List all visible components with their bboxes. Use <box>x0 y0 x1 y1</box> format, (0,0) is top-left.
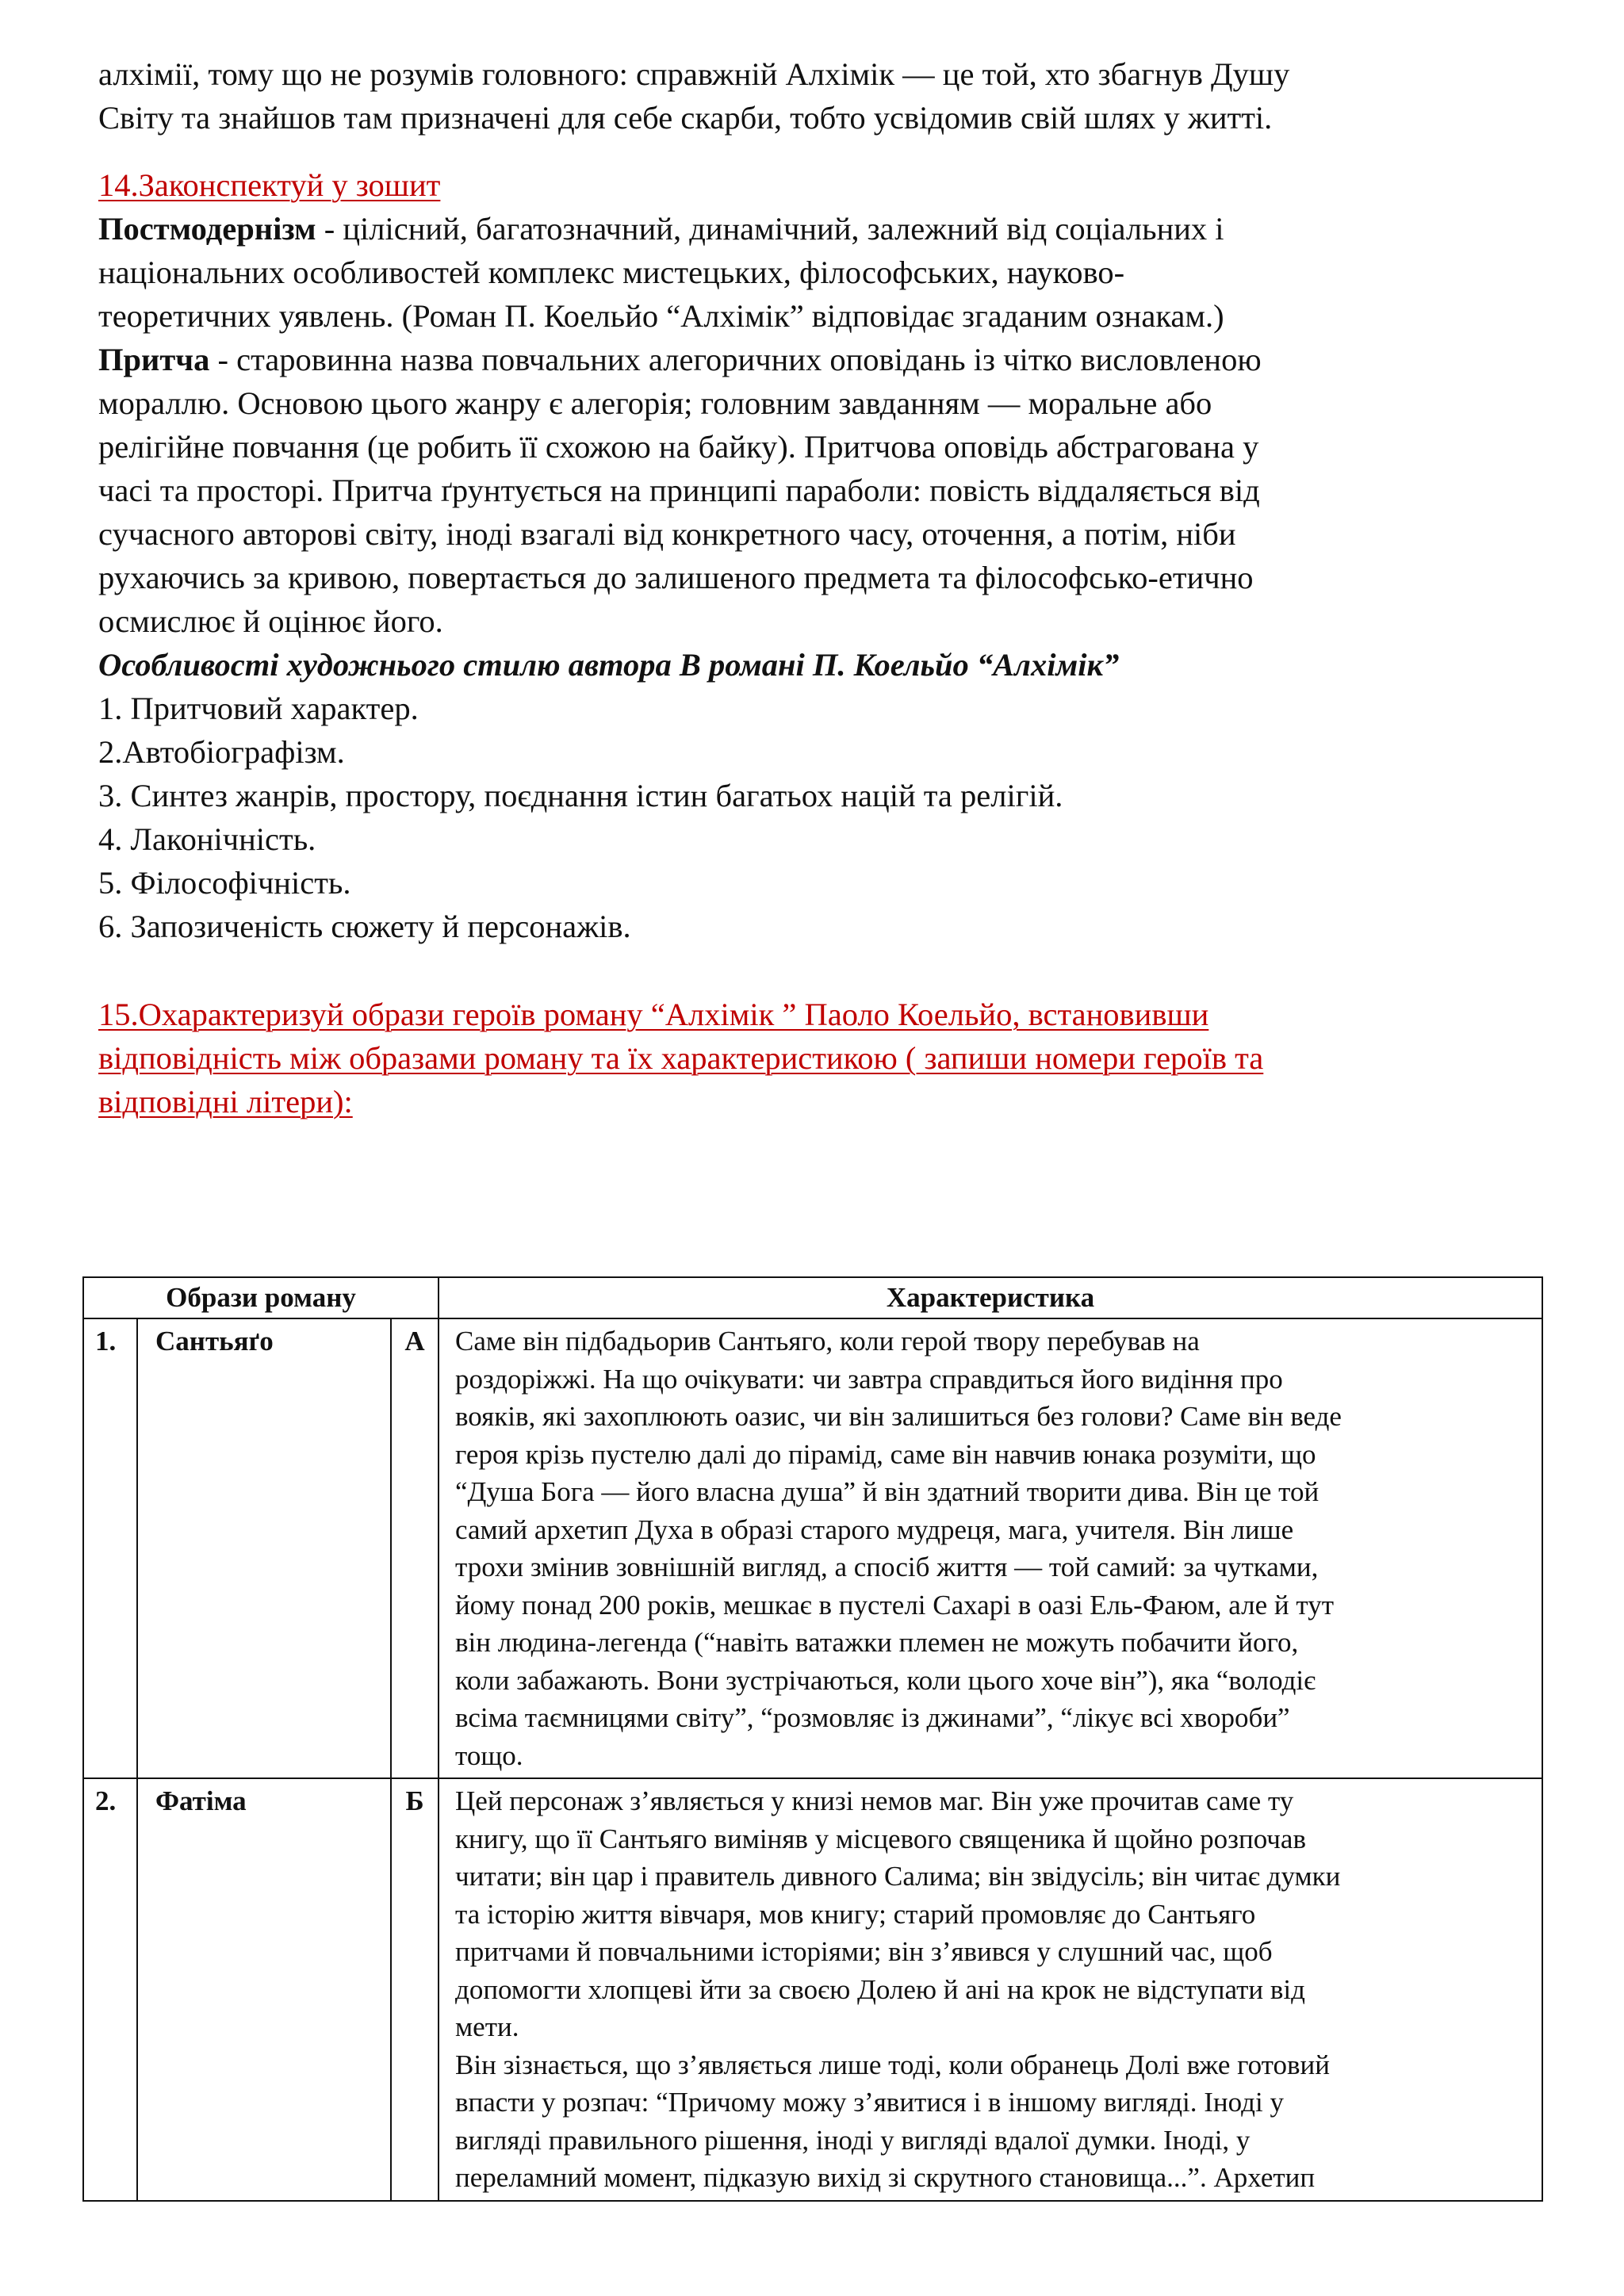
row-letter: Б <box>391 1778 439 2201</box>
row-number: 1. <box>83 1318 137 1778</box>
parable-text: рухаючись за кривою, повертається до залишеного предмета та філософсько-етично <box>98 560 1254 595</box>
intro-line: Світу та знайшов там призначені для себе скарби, тобто усвідомив свій шлях у житті. <box>98 100 1273 136</box>
parable-text: сучасного авторові світу, іноді взагалі від конкретного часу, оточення, а потім, ніби <box>98 516 1236 552</box>
characteristic-line: допомогти хлопцеві йти за своєю Долею й ані на крок не відступати від <box>455 1973 1305 2005</box>
characteristic-line: трохи змінив зовнішній вигляд, а спосіб життя — той самий: за чутками, <box>455 1552 1319 1582</box>
characteristic-line: всіма таємницями світу”, “розмовляє із джинами”, “лікує всі хвороби” <box>455 1702 1290 1733</box>
characteristic-line: впасти у розпач: “Причому можу з’явитися і в іншому вигляді. Іноді у <box>455 2087 1284 2118</box>
parable-text: релігійне повчання (це робить її схожою на байку). Притчова оповідь абстрагована у <box>98 429 1259 465</box>
characteristic-line: притчами й повчальними історіями; він з’явився у слушний час, щоб <box>455 1936 1273 1967</box>
characteristic-line: книгу, що її Сантьяго виміняв у місцевого священика й щойно розпочав <box>455 1823 1306 1854</box>
table-row <box>83 1318 1542 1778</box>
table-header-row <box>83 1277 1542 1318</box>
characteristic-line: вояків, які захоплюють оазис, чи він залишиться без голови? Саме він веде <box>455 1401 1342 1432</box>
heroes-table <box>82 1276 1543 2202</box>
feature-item: 5. Філософічність. <box>98 865 351 901</box>
header-images: Образи роману <box>83 1277 439 1318</box>
task15-heading: 15.Охарактеризуй образи героїв роману “Алхімік ” Паоло Коельйо, встановивши <box>98 997 1209 1032</box>
postmodernism-term: Постмодернізм <box>98 211 316 247</box>
parable-text: мораллю. Основою цього жанру є алегорія; головним завданням — моральне або <box>98 385 1212 421</box>
postmodernism-text: національних особливостей комплекс мистецьких, філософських, науково- <box>98 254 1125 290</box>
characteristic-line: героя крізь пустелю далі до пірамід, саме він навчив юнака розуміти, що <box>455 1438 1316 1470</box>
characteristic-line: йому понад 200 років, мешкає в пустелі Сахарі в оазі Ель-Фаюм, але й тут <box>455 1589 1334 1621</box>
task15-heading: відповідність між образами роману та їх характеристикою ( запиши номери героїв та <box>98 1040 1264 1076</box>
characteristic-line: “Душа Бога — його власна душа” й він здатний творити дива. Він це той <box>455 1476 1320 1507</box>
characteristic-line: мети. <box>455 2011 519 2042</box>
parable-definition <box>98 338 1542 381</box>
feature-item: 1. Притчовий характер. <box>98 691 419 726</box>
characteristic-line: Цей персонаж з’являється у книзі немов маг. Він уже прочитав саме ту <box>455 1785 1294 1816</box>
parable-text: - старовинна назва повчальних алегоричних оповідань із чітко висловленою <box>209 342 1262 377</box>
postmodernism-text: теоретичних уявлень. (Роман П. Коельйо “Алхімік” відповідає згаданим ознакам.) <box>98 298 1224 334</box>
characteristic-line: тощо. <box>455 1739 523 1771</box>
parable-term: Притча <box>98 342 210 377</box>
characteristic-line: Він зізнається, що з’являється лише тоді, коли обранець Долі вже готовий <box>455 2049 1330 2080</box>
row-letter: А <box>391 1318 439 1778</box>
parable-text: осмислює й оцінює його. <box>98 603 443 639</box>
characteristic-line: роздоріжжі. На що очікувати: чи завтра справдиться його видіння про <box>455 1363 1283 1395</box>
feature-item: 2.Автобіографізм. <box>98 734 345 770</box>
table-row <box>83 1778 1542 2201</box>
postmodernism-text: - цілісний, багатозначний, динамічний, залежний від соціальних і <box>316 211 1224 247</box>
row-number: 2. <box>83 1778 137 2201</box>
task14-heading: 14.Законспектуй у зошит <box>98 167 441 203</box>
characteristic-line: Саме він підбадьорив Сантьяго, коли герой твору перебував на <box>455 1326 1200 1357</box>
feature-item: 3. Синтез жанрів, простору, поєднання істин багатьох націй та релігій. <box>98 778 1063 813</box>
characteristic-line: коли забажають. Вони зустрічаються, коли цього хоче він”), яка “володіє <box>455 1664 1316 1696</box>
intro-line: алхімії, тому що не розумів головного: справжній Алхімік — це той, хто збагнув Душу <box>98 56 1290 92</box>
characteristic-line: самий архетип Духа в образі старого мудреця, мага, учителя. Він лише <box>455 1513 1294 1545</box>
hero-name: Сантьяґо <box>137 1318 391 1778</box>
feature-item: 6. Запозиченість сюжету й персонажів. <box>98 909 631 944</box>
characteristic-line: переламний момент, підказую вихід зі скрутного становища...”. Архетип <box>455 2162 1316 2193</box>
characteristic-line: та історію життя вівчаря, мов книгу; старий промовляє до Сантьяго <box>455 1898 1256 1930</box>
characteristic-line: читати; він цар і правитель дивного Салима; він звідусіль; він читає думки <box>455 1861 1341 1892</box>
hero-characteristic <box>439 1778 1542 2201</box>
hero-characteristic <box>439 1318 1542 1778</box>
feature-item: 4. Лаконічність. <box>98 821 316 857</box>
header-characteristic: Характеристика <box>439 1277 1542 1318</box>
postmodernism-definition <box>98 207 1542 251</box>
features-title: Особливості художнього стилю автора В романі П. Коельйо “Алхімік” <box>98 647 1120 683</box>
characteristic-line: він людина-легенда (“навіть ватажки племен не можуть побачити його, <box>455 1627 1299 1658</box>
parable-text: часі та просторі. Притча ґрунтується на принципі параболи: повість віддаляється від <box>98 473 1260 508</box>
characteristic-line: вигляді правильного рішення, іноді у вигляді вдалої думки. Іноді, у <box>455 2124 1251 2156</box>
page-content <box>98 52 1542 1123</box>
task15-heading: відповідні літери): <box>98 1084 353 1119</box>
hero-name: Фатіма <box>137 1778 391 2201</box>
